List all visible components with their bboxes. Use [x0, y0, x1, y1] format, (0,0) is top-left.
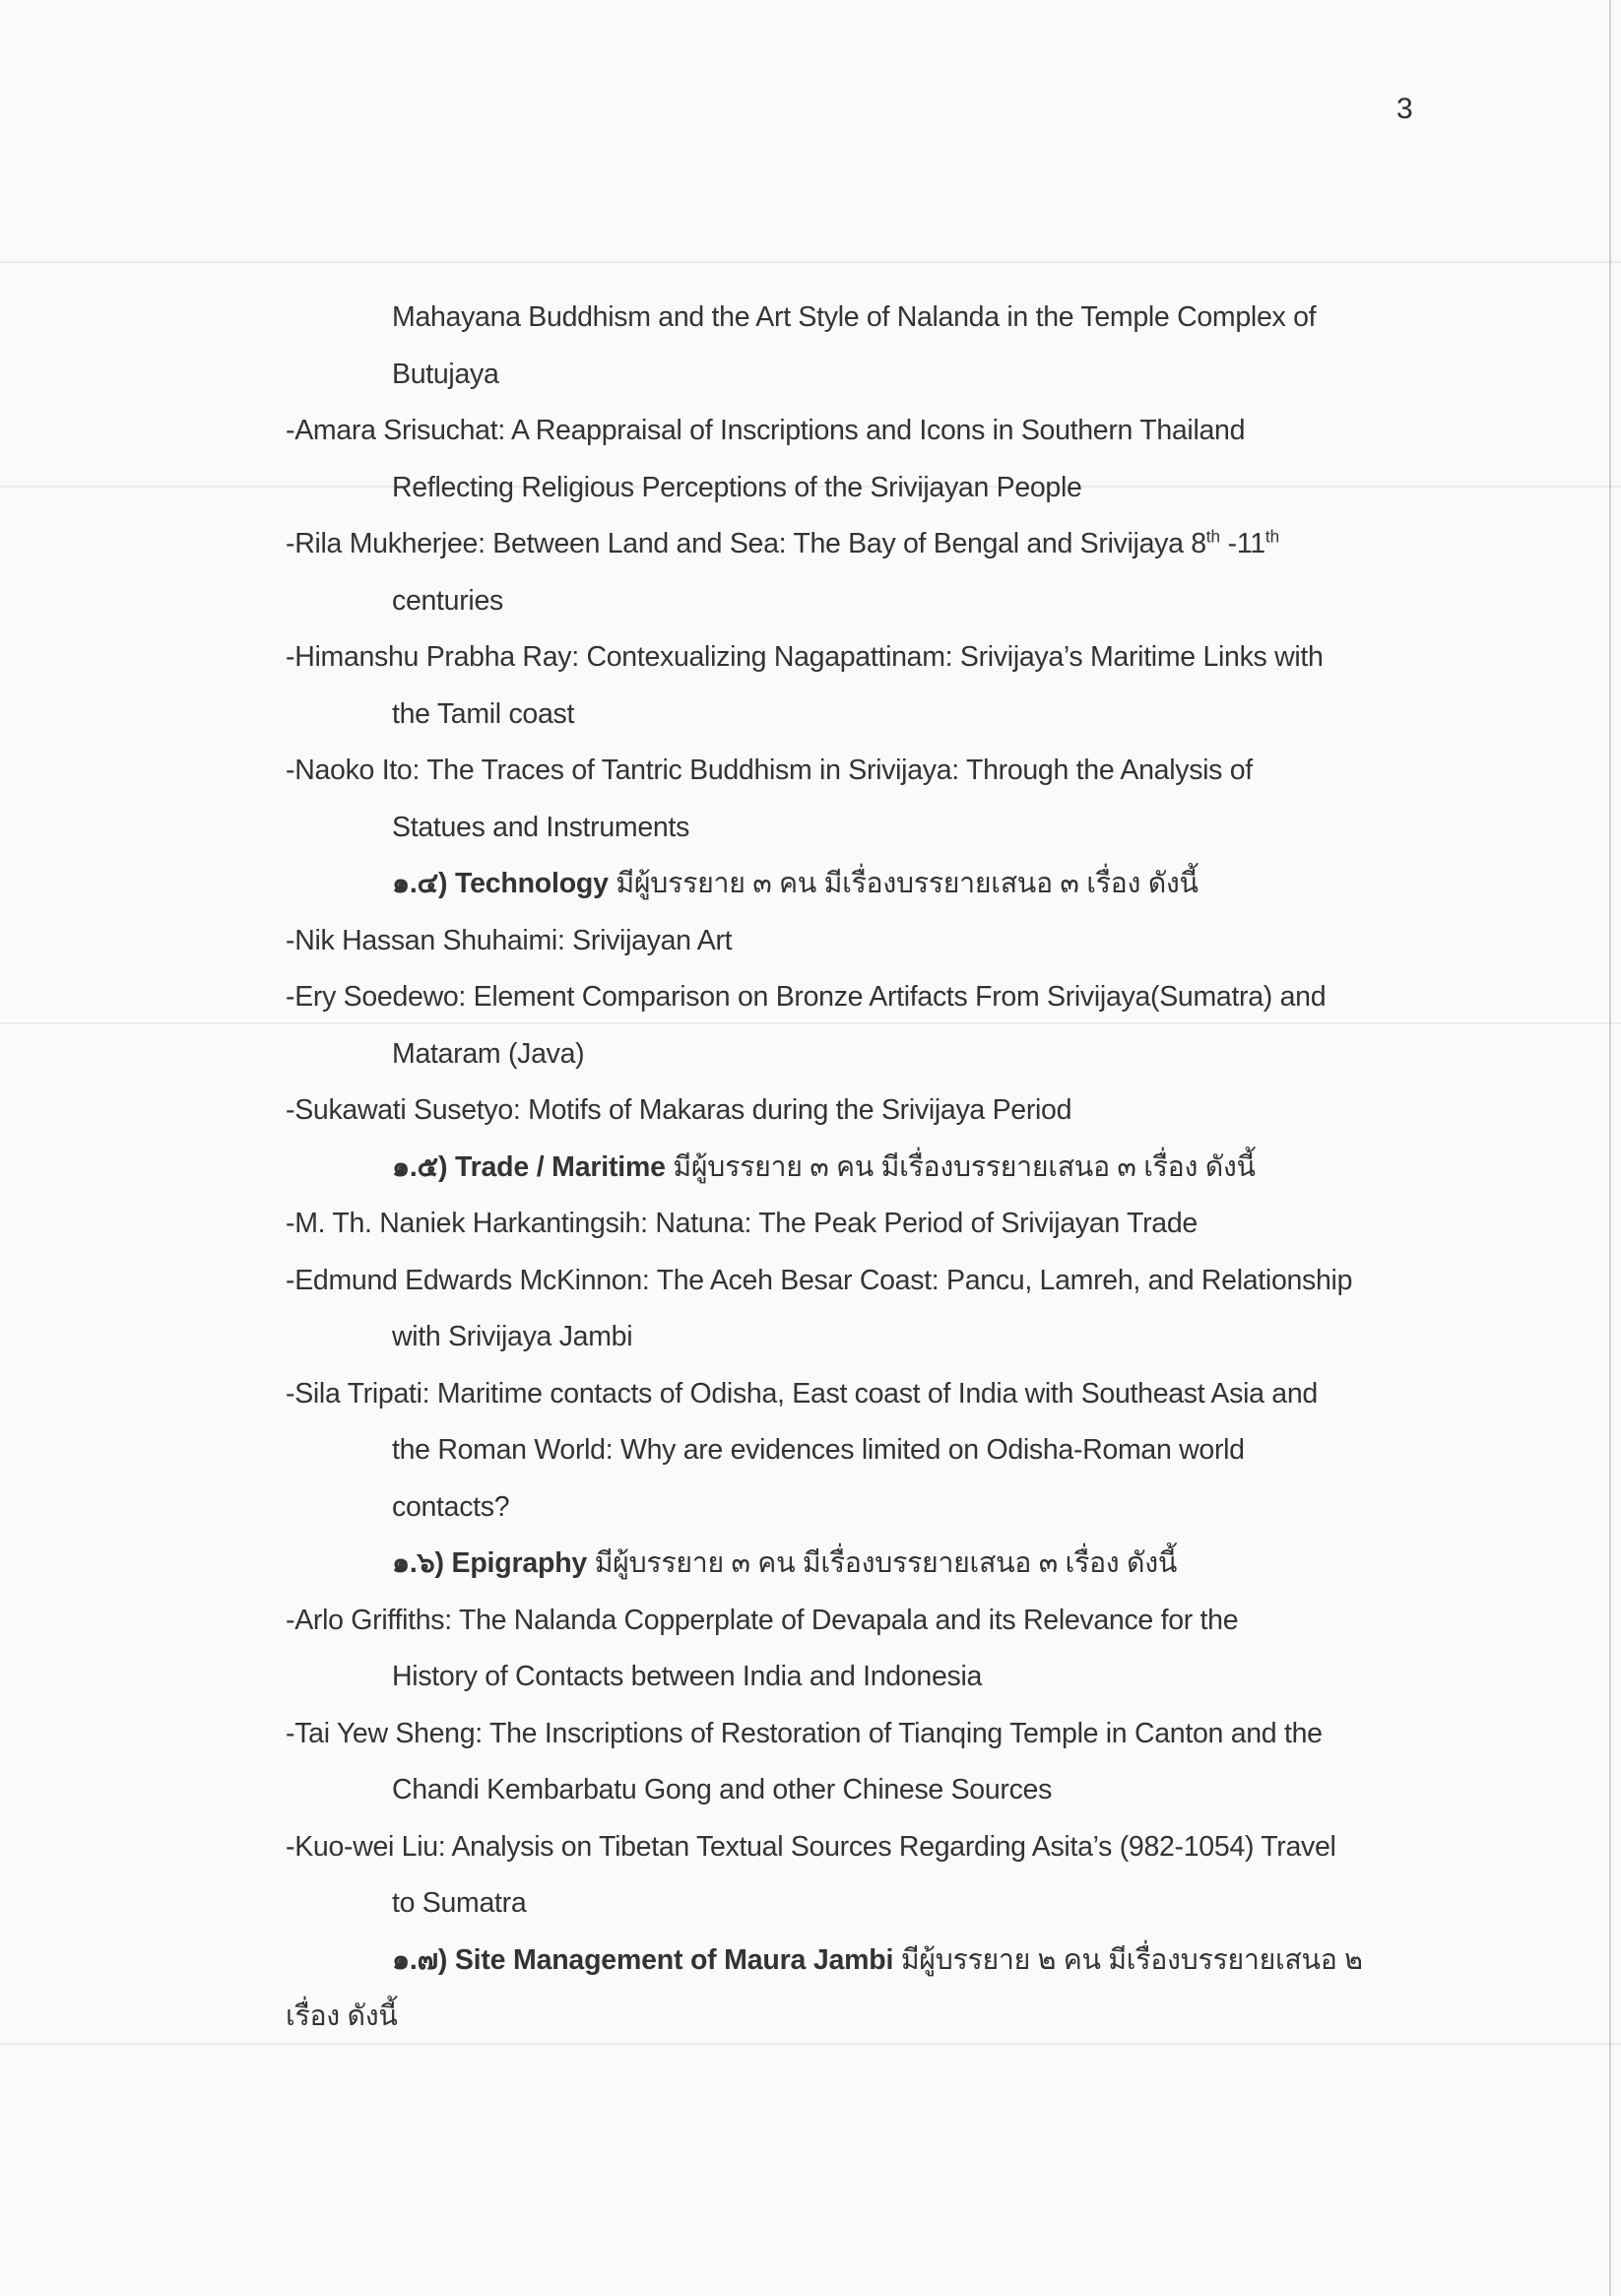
document-line [286, 1253, 1408, 1310]
superscript-run: th [1205, 527, 1221, 547]
document-line [286, 856, 1408, 913]
document-line [286, 1422, 1408, 1479]
document-line [286, 1082, 1408, 1140]
text-run: contacts? [392, 1490, 510, 1523]
document-line [286, 403, 1408, 460]
document-line [286, 743, 1408, 800]
document-line [286, 969, 1408, 1026]
document-line [286, 1026, 1408, 1083]
document-line [286, 1819, 1408, 1876]
text-run: -Sukawati Susetyo: Motifs of Makaras during the Srivijaya Period [286, 1094, 1072, 1126]
section-heading: ๑.๖) Epigraphy [392, 1547, 588, 1579]
document-body [286, 290, 1408, 2046]
document-line [286, 687, 1408, 744]
text-run: -Naoko Ito: The Traces of Tantric Buddhism in Srivijaya: Through the Analysis of [286, 754, 1253, 786]
text-run: Chandi Kembarbatu Gong and other Chinese Sources [392, 1774, 1053, 1805]
document-line [286, 1875, 1408, 1933]
text-run: centuries [392, 584, 503, 617]
section-heading: ๑.๕) Trade / Maritime [392, 1150, 666, 1183]
document-line [286, 460, 1408, 517]
text-run: History of Contacts between India and Indonesia [392, 1661, 983, 1692]
text-run: -M. Th. Naniek Harkantingsih: Natuna: The Peak Period of Srivijayan Trade [286, 1208, 1198, 1239]
document-line [286, 1140, 1408, 1197]
text-run: Mataram (Java) [392, 1037, 585, 1070]
text-run: เรื่อง ดังนี้ [286, 2001, 398, 2032]
section-heading: ๑.๗) Site Management of Maura Jambi [392, 1943, 894, 1976]
text-run: -Sila Tripati: Maritime contacts of Odisha, East coast of India with Southeast Asia and [286, 1377, 1318, 1410]
text-run: the Roman World: Why are evidences limited on Odisha-Roman world [392, 1434, 1245, 1466]
section-heading: ๑.๔) Technology [392, 868, 609, 899]
page-number: 3 [1396, 93, 1413, 125]
text-run: Statues and Instruments [392, 811, 690, 843]
text-run: มีผู้บรรยาย ๓ คน มีเรื่องบรรยายเสนอ ๓ เรื่อง ดังนี้ [608, 868, 1199, 899]
document-line [286, 1309, 1408, 1366]
scan-artifact-line [1609, 0, 1611, 2296]
document-line [286, 913, 1408, 970]
document-line [286, 1479, 1408, 1537]
document-line [286, 347, 1408, 404]
text-run: มีผู้บรรยาย ๓ คน มีเรื่องบรรยายเสนอ ๓ เรื่อง ดังนี้ [665, 1150, 1256, 1183]
text-run: มีผู้บรรยาย ๒ คน มีเรื่องบรรยายเสนอ ๒ [893, 1943, 1363, 1976]
text-run: -11 [1220, 528, 1265, 559]
text-run: -Ery Soedewo: Element Comparison on Bronze Artifacts From Srivijaya(Sumatra) and [286, 981, 1327, 1013]
superscript-run: th [1264, 527, 1280, 547]
document-line [286, 1196, 1408, 1253]
document-line [286, 1989, 1408, 2046]
text-run: the Tamil coast [392, 697, 575, 730]
text-run: -Nik Hassan Shuhaimi: Srivijayan Art [286, 924, 733, 956]
document-line [286, 629, 1408, 687]
document-line [286, 1706, 1408, 1763]
text-run: -Kuo-wei Liu: Analysis on Tibetan Textual Sources Regarding Asita’s (982-1054) Travel [286, 1830, 1336, 1863]
text-run: มีผู้บรรยาย ๓ คน มีเรื่องบรรยายเสนอ ๓ เรื่อง ดังนี้ [587, 1547, 1178, 1579]
text-run: -Rila Mukherjee: Between Land and Sea: The Bay of Bengal and Srivijaya 8 [286, 528, 1206, 559]
text-run: -Amara Srisuchat: A Reappraisal of Inscriptions and Icons in Southern Thailand [286, 415, 1246, 446]
text-run: -Arlo Griffiths: The Nalanda Copperplate of Devapala and its Relevance for the [286, 1604, 1239, 1636]
document-line [286, 800, 1408, 857]
document-line [286, 1933, 1408, 1990]
text-run: -Tai Yew Sheng: The Inscriptions of Restoration of Tianqing Temple in Canton and the [286, 1717, 1323, 1749]
document-line [286, 1762, 1408, 1819]
scan-artifact-line [0, 261, 1621, 263]
text-run: Reflecting Religious Perceptions of the Srivijayan People [392, 471, 1082, 503]
text-run: Mahayana Buddhism and the Art Style of Nalanda in the Temple Complex of [392, 301, 1317, 333]
document-line [286, 1536, 1408, 1593]
document-line [286, 290, 1408, 347]
text-run: with Srivijaya Jambi [392, 1321, 633, 1352]
document-line [286, 516, 1408, 573]
document-line [286, 1366, 1408, 1423]
text-run: -Himanshu Prabha Ray: Contexualizing Nagapattinam: Srivijaya’s Maritime Links with [286, 641, 1324, 673]
document-line [286, 1649, 1408, 1706]
text-run: Butujaya [392, 358, 499, 390]
document-line [286, 573, 1408, 630]
document-line [286, 1593, 1408, 1650]
text-run: -Edmund Edwards McKinnon: The Aceh Besar Coast: Pancu, Lamreh, and Relationship [286, 1264, 1353, 1296]
text-run: to Sumatra [392, 1887, 527, 1919]
